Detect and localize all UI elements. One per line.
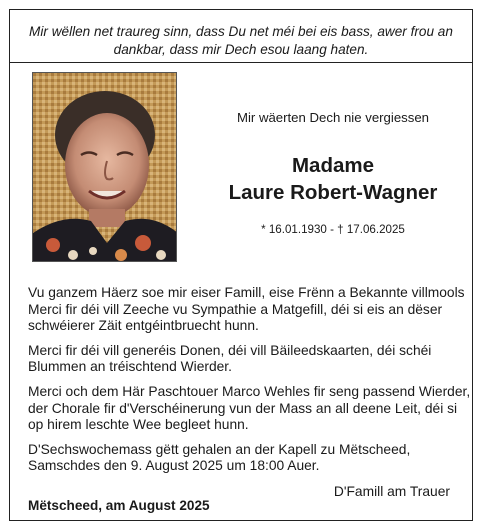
paragraph: Merci och dem Här Paschtouer Marco Wehles fir seng passend Wierder, der Chorale fir d'Verschéinerung vun der Mass an all deene Leit, déi si op hirem leschte Wee begleet hunn. bbox=[28, 383, 471, 433]
paragraph: D'Sechswochemass gëtt gehalen an der Kapell zu Mëtscheed, Samschdes den 9. August 2025 um 18:00 Auer. bbox=[28, 441, 411, 474]
thanks-text bbox=[28, 285, 472, 483]
family-signature: D'Famill am Trauer bbox=[333, 484, 450, 499]
paragraph: Vu ganzem Häerz soe mir eiser Famill, eise Frënn a Bekannte villmools Merci fir déi vill Zeeche vu Sympathie a Matgefill, déi si eis an dëser schwéierer Zäit entgéintbruecht hunn. bbox=[28, 285, 465, 334]
portrait-photo bbox=[32, 72, 177, 262]
life-dates: * 16.01.1930 - † 17.06.2025 bbox=[261, 223, 405, 236]
remembrance-line: Mir wäerten Dech nie vergiessen bbox=[236, 110, 430, 125]
place-date: Mëtscheed, am August 2025 bbox=[28, 498, 210, 513]
obituary-notice bbox=[9, 9, 473, 521]
salutation: Madame bbox=[291, 154, 375, 177]
deceased-name: Laure Robert-Wagner bbox=[228, 181, 438, 204]
paragraph: Merci fir déi vill generéis Donen, déi vill Bäileedskaarten, déi schéi Blummen an tréischtend Wierder. bbox=[28, 342, 432, 375]
divider bbox=[10, 62, 472, 63]
memorial-quote: Mir wëllen net traureg sinn, dass Du net méi bei eis bass, awer frou an dankbar, dass mir Dech esou laang haten. bbox=[29, 24, 453, 57]
